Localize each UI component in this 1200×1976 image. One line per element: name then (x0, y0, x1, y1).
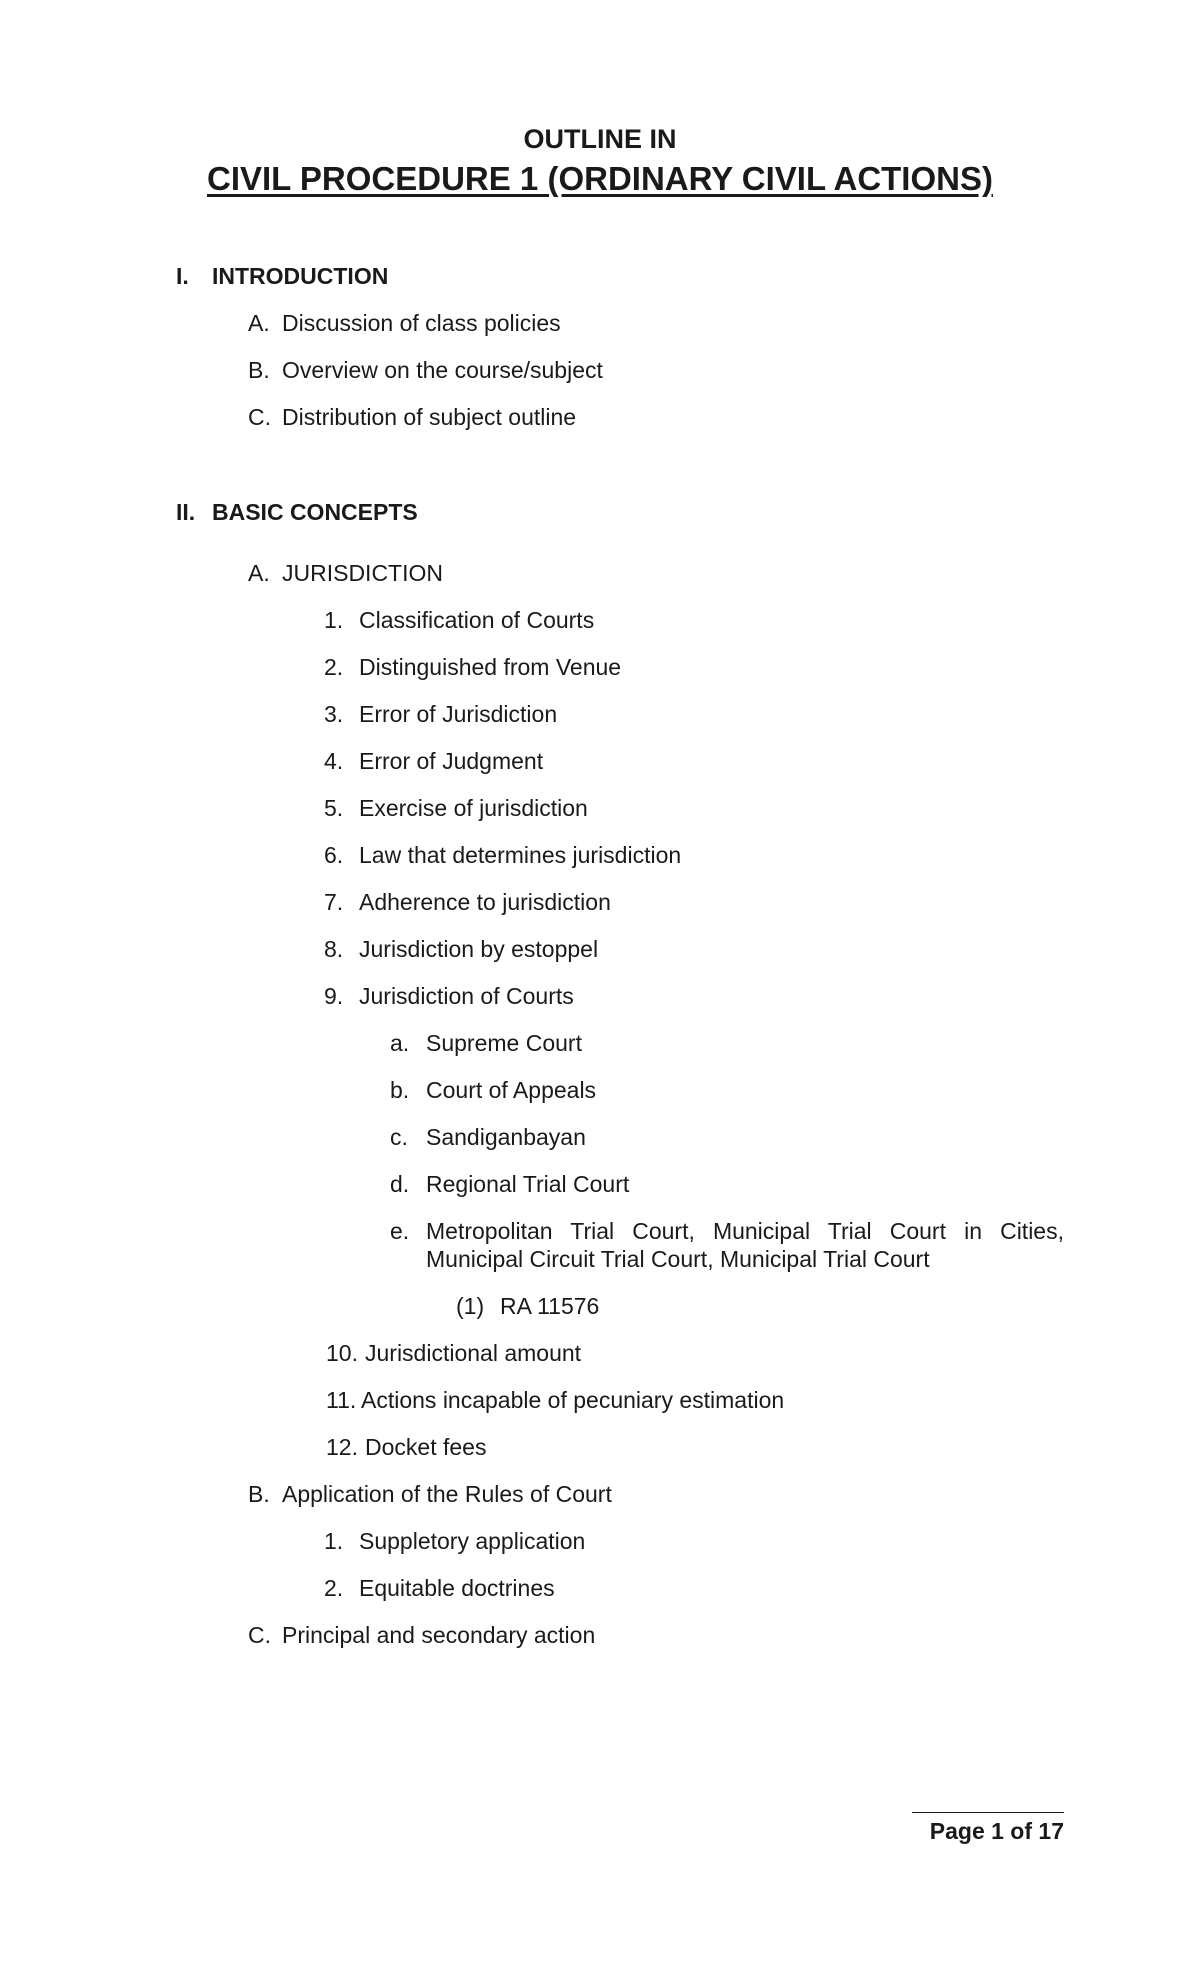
item-text: Distribution of subject outline (282, 404, 577, 430)
item-marker: 1. (324, 607, 344, 633)
item-marker: A. (248, 560, 270, 586)
item-marker: 9. (324, 983, 344, 1009)
item-marker: 12. (326, 1434, 358, 1460)
section-title: INTRODUCTION (212, 263, 389, 289)
item-marker: d. (390, 1171, 410, 1197)
item-marker: 10. (326, 1340, 358, 1366)
item-text: Law that determines jurisdiction (359, 842, 682, 868)
item-marker: 5. (324, 795, 344, 821)
item-marker: 11. (326, 1387, 357, 1413)
item-text: RA 11576 (500, 1293, 600, 1319)
item-marker: 6. (324, 842, 344, 868)
item-text: Distinguished from Venue (359, 654, 622, 680)
item-text: Error of Jurisdiction (359, 701, 558, 727)
item-text: Error of Judgment (359, 748, 544, 774)
item-marker: 2. (324, 654, 344, 680)
item-text: Principal and secondary action (282, 1622, 596, 1648)
section-marker: II. (176, 499, 196, 525)
item-marker: (1) (456, 1293, 485, 1319)
page-number: Page 1 of 17 (929, 1818, 1064, 1844)
outline-item-text-e (426, 1217, 1064, 1273)
document-title-line2: CIVIL PROCEDURE 1 (ORDINARY CIVIL ACTIONS) (207, 160, 993, 197)
item-text: Supreme Court (426, 1030, 582, 1056)
item-text: Adherence to jurisdiction (359, 889, 611, 915)
item-marker: b. (390, 1077, 410, 1103)
item-text: Actions incapable of pecuniary estimation (361, 1387, 785, 1413)
item-marker: 8. (324, 936, 344, 962)
item-marker: B. (248, 1481, 270, 1507)
item-text: Court of Appeals (426, 1077, 597, 1103)
item-marker: 4. (324, 748, 344, 774)
item-marker: e. (390, 1218, 410, 1244)
item-text: Overview on the course/subject (282, 357, 603, 383)
item-text: Classification of Courts (359, 607, 595, 633)
item-marker: a. (390, 1030, 410, 1056)
item-text: Discussion of class policies (282, 310, 561, 336)
item-text: Sandiganbayan (426, 1124, 586, 1150)
item-marker: A. (248, 310, 270, 336)
footer-divider (912, 1812, 1064, 1813)
document-title-line1: OUTLINE IN (523, 124, 677, 154)
item-marker: 7. (324, 889, 344, 915)
item-marker: 1. (324, 1528, 344, 1554)
item-text: Jurisdiction of Courts (359, 983, 574, 1009)
item-text: Suppletory application (359, 1528, 586, 1554)
item-text-line2: Municipal Circuit Trial Court, Municipal Trial Court (426, 1246, 930, 1272)
item-marker: 3. (324, 701, 344, 727)
item-marker: 2. (324, 1575, 344, 1601)
item-marker: C. (248, 1622, 271, 1648)
section-title: BASIC CONCEPTS (212, 499, 418, 525)
item-text: Application of the Rules of Court (282, 1481, 612, 1507)
section-marker: I. (176, 263, 189, 289)
item-marker: c. (390, 1124, 408, 1150)
item-text-line1: Metropolitan Trial Court, Municipal Trial Court in Cities, (426, 1218, 1064, 1244)
item-text: Regional Trial Court (426, 1171, 630, 1197)
item-text: Equitable doctrines (359, 1575, 555, 1601)
item-text: JURISDICTION (282, 560, 443, 586)
item-marker: C. (248, 404, 271, 430)
item-text: Jurisdiction by estoppel (359, 936, 599, 962)
item-marker: B. (248, 357, 270, 383)
item-text: Exercise of jurisdiction (359, 795, 588, 821)
item-text: Docket fees (365, 1434, 487, 1460)
item-text: Jurisdictional amount (365, 1340, 582, 1366)
